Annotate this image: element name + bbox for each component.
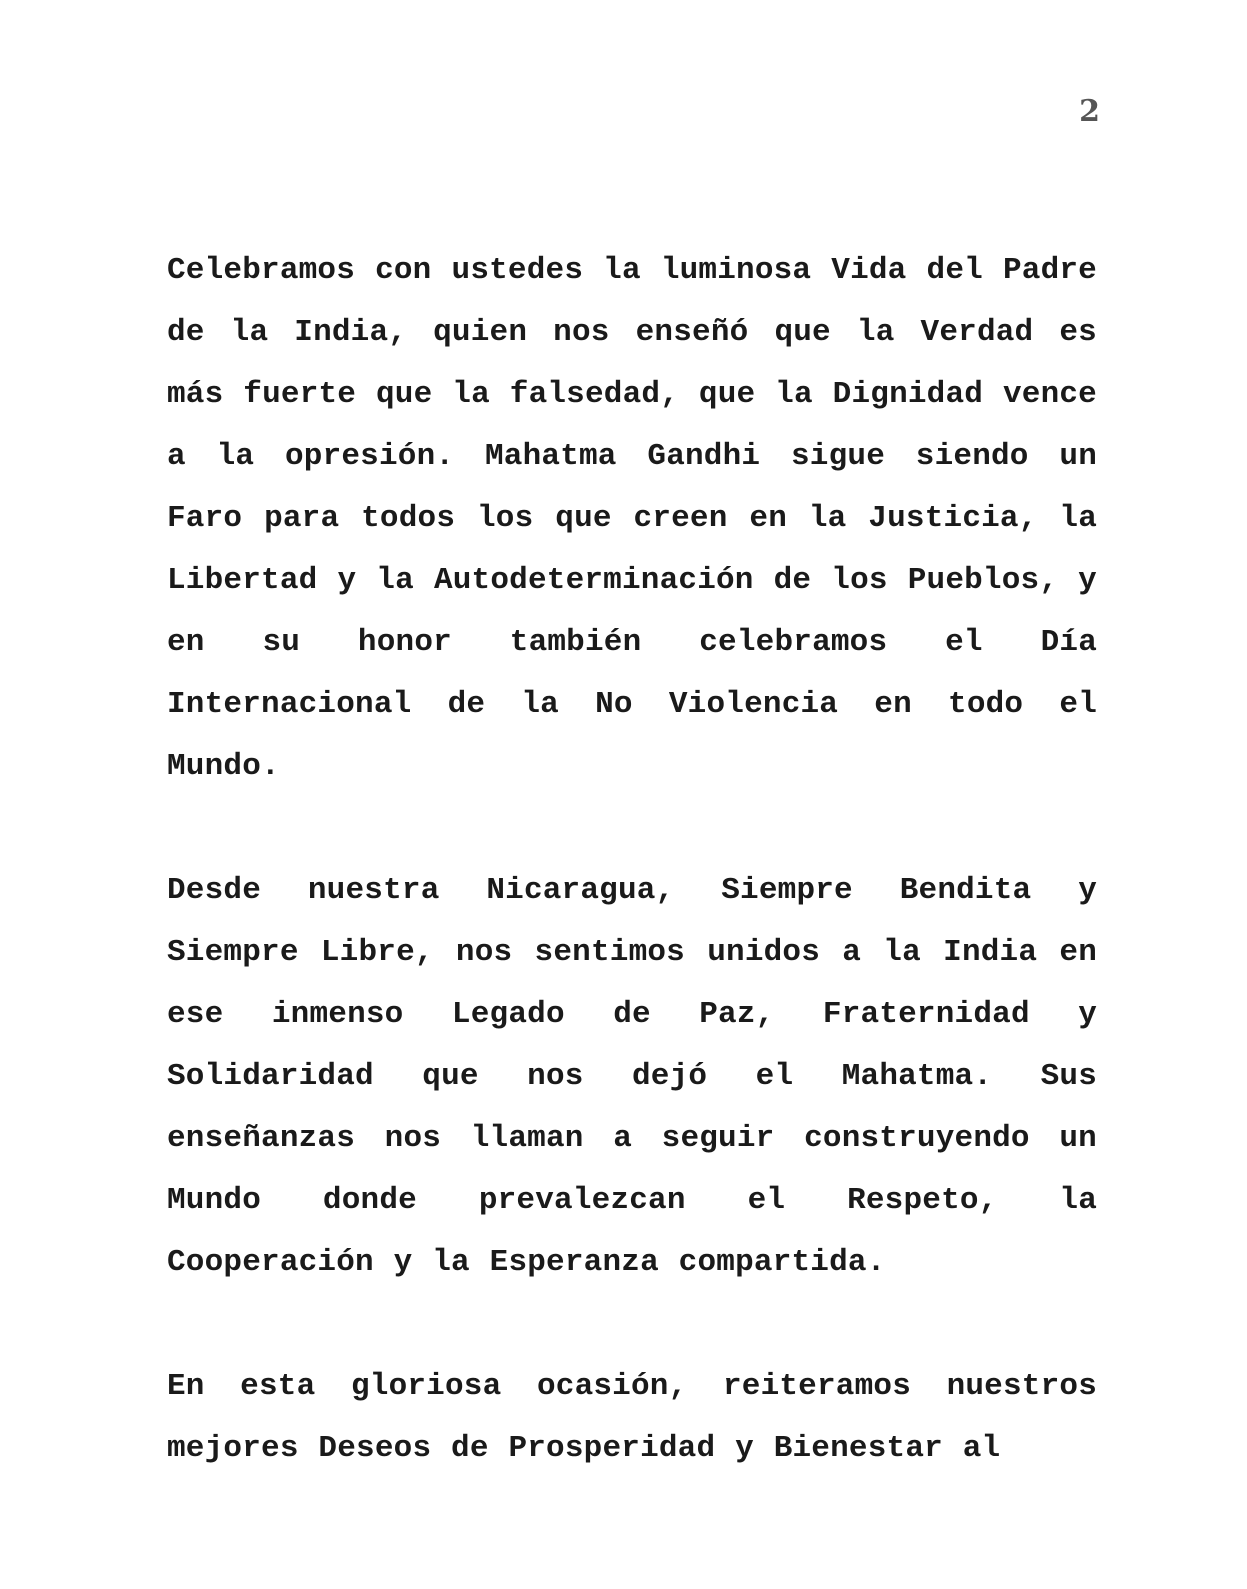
paragraph-1: Celebramos con ustedes la luminosa Vida del Padre de la India, quien nos enseñó que la Verdad es más fuerte que la falsedad, que la Dignidad vence a la opresión. Mahatma Gandhi sigue siendo un Faro para todos los que creen en la Justicia, la Libertad y la Autodeterminación de los Pueblos, y en su honor también celebramos el Día Internacional de la No Violencia en todo el Mundo. (167, 253, 1097, 784)
page-number: 2 (1079, 94, 1100, 129)
paragraph-2: Desde nuestra Nicaragua, Siempre Bendita y Siempre Libre, nos sentimos unidos a la India en ese inmenso Legado de Paz, Fraternidad y Solidaridad que nos dejó el Mahatma. Sus enseñanzas nos llaman a seguir construyendo un Mundo donde prevalezcan el Respeto, la Cooperación y la Esperanza compartida. (167, 873, 1097, 1280)
paragraph-3: En esta gloriosa ocasión, reiteramos nuestros mejores Deseos de Prosperidad y Bienestar al (167, 1369, 1097, 1466)
document-body (167, 240, 1097, 1480)
